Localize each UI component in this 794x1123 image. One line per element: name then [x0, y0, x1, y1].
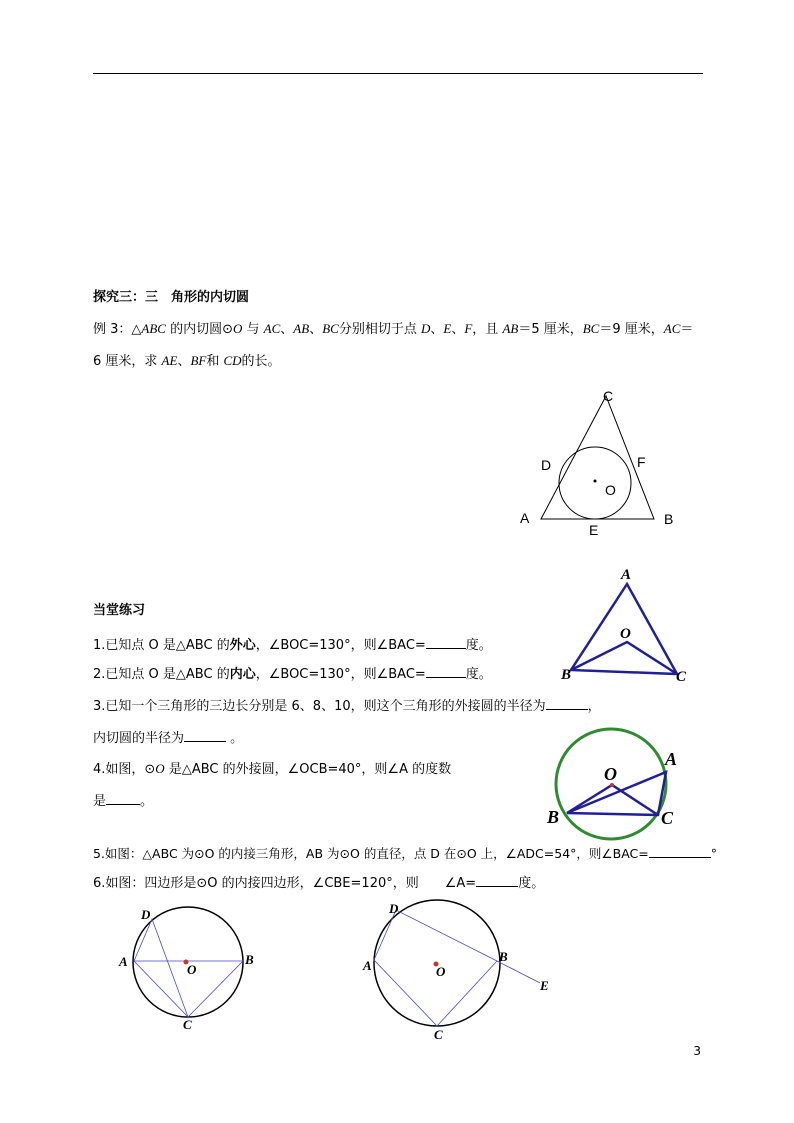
- label-b-q4: B: [547, 807, 560, 827]
- label-o-q6: O: [436, 964, 446, 979]
- example3-line2: 6 厘米，求 AE、BF和 CD的长。: [93, 353, 281, 369]
- incircle: [559, 447, 631, 519]
- label-a: A: [520, 510, 530, 526]
- header-rule: [93, 73, 703, 74]
- answer-blank-2[interactable]: [426, 665, 466, 678]
- label-b-q1: B: [561, 667, 572, 683]
- label-b-q5: B: [245, 952, 254, 967]
- label-c-q6: C: [434, 1027, 443, 1042]
- center-o: [594, 480, 597, 483]
- practice-title: 当堂练习: [93, 603, 146, 618]
- page-number: 3: [693, 1044, 701, 1058]
- example3-line1: 例 3：△ABC 的内切圆⊙O 与 AC、AB、BC分别相切于点 D、E、F，且 AB＝5 厘米，BC＝9 厘米，AC＝: [93, 321, 694, 337]
- label-a-q5: A: [119, 954, 128, 969]
- lines-ob-oc: [567, 785, 658, 815]
- line-be-q6: [497, 961, 540, 983]
- section-title: 探究三：三 角形的内切圆: [93, 290, 250, 305]
- label-o-q1: O: [620, 626, 631, 642]
- figure-q5: [115, 900, 265, 1045]
- label-d: D: [541, 457, 552, 473]
- label-b-q6: B: [499, 949, 508, 964]
- label-c-q5: C: [183, 1017, 192, 1032]
- question-4-line2: 是 。: [93, 794, 154, 809]
- label-c: C: [603, 388, 614, 404]
- answer-blank-1[interactable]: [426, 636, 466, 649]
- figure-q1: [555, 562, 695, 692]
- question-6: 6.如图：四边形是⊙O 的内接四边形，∠CBE=120°，则 ∠A= 度。: [93, 876, 545, 891]
- label-e-q6: E: [540, 978, 549, 993]
- question-3-line2: 内切圆的半径为 。: [93, 731, 244, 746]
- label-c-q4: C: [661, 808, 674, 828]
- label-o: O: [605, 482, 616, 498]
- label-d-q6: D: [389, 901, 399, 916]
- answer-blank-3a[interactable]: [546, 697, 588, 710]
- figure-q6: [360, 895, 560, 1045]
- label-a-q6: A: [363, 958, 372, 973]
- label-a-q1: A: [621, 567, 632, 583]
- question-3-line1: 3.已知一个三角形的三边长分别是 6、8、10，则这个三角形的外接圆的半径为 ，: [93, 699, 601, 714]
- label-e: E: [589, 522, 599, 538]
- label-f: F: [637, 454, 646, 470]
- question-4-line1: 4.如图，⊙O 是△ABC 的外接圆，∠OCB=40°，则∠A 的度数: [93, 761, 452, 777]
- question-5: 5.如图：△ABC 为⊙O 的内接三角形，AB 为⊙O 的直径，点 D 在⊙O 上，∠ADC=54°，则∠BAC= °: [93, 846, 717, 861]
- label-b: B: [664, 511, 674, 527]
- question-2: 2.已知点 O 是△ABC 的内心，∠BOC=130°，则∠BAC= 度。: [93, 667, 492, 682]
- label-d-q5: D: [141, 907, 151, 922]
- question-1: 1.已知点 O 是△ABC 的外心，∠BOC=130°，则∠BAC= 度。: [93, 638, 492, 653]
- answer-blank-6[interactable]: [476, 874, 518, 887]
- label-c-q1: C: [676, 669, 687, 685]
- answer-blank-4[interactable]: [106, 792, 140, 805]
- label-a-q4: A: [665, 749, 678, 769]
- figure-q4: [545, 725, 695, 850]
- answer-blank-3b[interactable]: [184, 729, 226, 742]
- label-o-q4: O: [604, 764, 617, 784]
- incircle-figure: [510, 385, 690, 545]
- label-o-q5: O: [187, 962, 197, 977]
